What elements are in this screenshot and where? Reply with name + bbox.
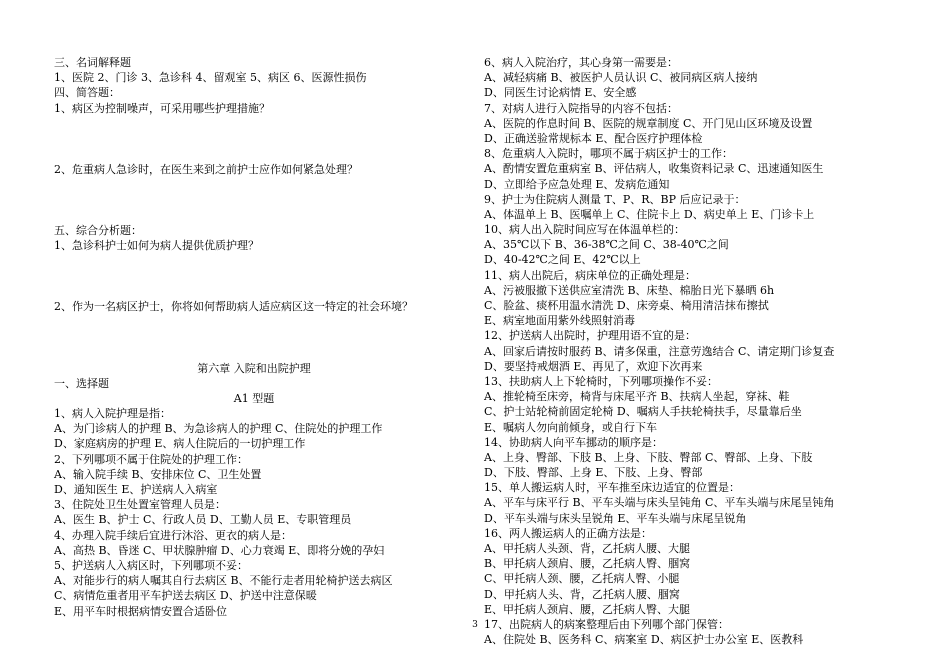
text-line: 一、选择题: [54, 376, 109, 390]
text-line: C、甲托病人颈、腰，乙托病人臀、小腿: [484, 572, 680, 586]
text-line: 2、作为一名病区护士，你将如何帮助病人适应病区这一特定的社会环境？: [54, 300, 413, 314]
text-line: 五、综合分析题：: [54, 223, 142, 237]
text-line: A、酌情安置危重病室 B、评估病人，收集资料记录 C、迅速通知医生: [484, 162, 824, 176]
text-line: D、平车头端与床头呈锐角 E、平车头端与床尾呈锐角: [484, 511, 747, 525]
text-line: 6、病人入院治疗，其心身第一需要是：: [484, 56, 678, 69]
text-line: 10、病人出入院时间应写在体温单栏的：: [484, 223, 685, 237]
text-line: A、医生 B、护士 C、行政人员 D、工勤人员 E、专职管理员: [54, 513, 352, 527]
text-line: A、回家后请按时服药 B、请多保重，注意劳逸结合 C、请定期门诊复查: [484, 344, 835, 358]
left-column: [54, 55, 454, 619]
text-line: A、住院处 B、医务科 C、病案室 D、病区护士办公室 E、医教科: [484, 633, 804, 647]
text-line: A、对能步行的病人嘱其自行去病区 B、不能行走者用轮椅护送去病区: [54, 574, 393, 588]
text-line: E、用平车时根据病情安置合适卧位: [54, 604, 228, 618]
text-line: 四、简答题：: [54, 86, 120, 100]
text-line: 7、对病人进行入院指导的内容不包括：: [484, 101, 678, 115]
text-line: 1、急诊科护士如何为病人提供优质护理？: [54, 239, 259, 253]
text-line: C、病情危重者用平车护送去病区 D、护送中注意保暖: [54, 589, 317, 603]
text-line: A1 型题: [233, 391, 275, 405]
text-line: D、同医生讨论病情 E、安全感: [484, 86, 637, 100]
right-column: [484, 55, 904, 647]
text-line: 1、医院 2、门诊 3、急诊科 4、留观室 5、病区 6、医源性损伤: [54, 71, 367, 85]
text-line: 5、护送病人入病区时，下列哪项不妥：: [54, 558, 248, 572]
text-line: 2、下列哪项不属于住院处的护理工作：: [54, 452, 248, 466]
text-line: A、上身、臀部、下肢 B、上身、下肢、臀部 C、臀部、上身、下肢: [484, 450, 813, 464]
answer-space: [54, 253, 454, 299]
text-line: D、40-42℃之间 E、42℃以上: [484, 253, 641, 267]
text-line: 8、危重病人入院时，哪项不属于病区护士的工作：: [484, 147, 733, 161]
text-line: A、减轻病痛 B、被医护人员认识 C、被同病区病人接纳: [484, 71, 758, 85]
text-line: 三、名词解释题: [54, 56, 131, 69]
text-line: 1、病人入院护理是指：: [54, 407, 171, 421]
text-line: 11、病人出院后，病床单位的正确处理是：: [484, 268, 696, 282]
text-line: 3、住院处卫生处置室管理人员是：: [54, 498, 226, 512]
answer-space: [54, 116, 454, 162]
text-line: D、甲托病人头、背，乙托病人腰、腘窝: [484, 587, 680, 601]
text-line: 第六章 入院和出院护理: [197, 361, 311, 375]
text-line: A、推轮椅至床旁，椅背与床尾平齐 B、扶病人坐起，穿袜、鞋: [484, 390, 790, 404]
text-line: A、污被服撤下送供应室清洗 B、床垫、棉胎日光下暴晒 6h: [484, 283, 775, 297]
text-line: 17、出院病人的病案整理后由下列哪个部门保管：: [484, 617, 729, 631]
answer-space: [54, 315, 454, 361]
text-line: D、立即给予应急处理 E、发病危通知: [484, 177, 670, 191]
text-line: A、为门诊病人的护理 B、为急诊病人的护理 C、住院处的护理工作: [54, 422, 383, 436]
text-line: D、下肢、臀部、上身 E、下肢、上身、臀部: [484, 466, 703, 480]
text-line: D、通知医生 E、护送病人入病室: [54, 483, 218, 496]
text-line: A、35℃以下 B、36-38℃之间 C、38-40℃之间: [484, 238, 729, 252]
text-line: 9、护士为住院病人测量 T、P、R、BP 后应记录于：: [484, 192, 746, 206]
text-line: B、甲托病人颈肩、腰，乙托病人臀、腘窝: [484, 557, 691, 571]
page-number: 3: [472, 620, 478, 630]
text-line: A、体温单上 B、医嘱单上 C、住院卡上 D、病史单上 E、门诊卡上: [484, 207, 815, 221]
text-line: A、输入院手续 B、安排床位 C、卫生处置: [54, 467, 262, 481]
text-line: C、护士站轮椅前固定轮椅 D、嘱病人手扶轮椅扶手，尽量靠后坐: [484, 405, 802, 419]
text-line: 16、两人搬运病人的正确方法是：: [484, 526, 652, 540]
text-line: D、正确送验常规标本 E、配合医疗护理体检: [484, 131, 703, 145]
text-line: E、病室地面用紫外线照射消毒: [484, 314, 636, 328]
text-line: C、脸盆、痰杯用温水清洗 D、床旁桌、椅用清洁抹布擦拭: [484, 299, 769, 312]
text-line: 4、办理入院手续后宜进行沐浴、更衣的病人是：: [54, 528, 292, 542]
text-line: A、甲托病人头颈、背，乙托病人腰、大腿: [484, 542, 690, 555]
text-line: D、要坚持戒烟酒 E、再见了，欢迎下次再来: [484, 359, 703, 373]
text-line: 12、护送病人出院时，护理用语不宜的是：: [484, 329, 696, 343]
answer-space: [54, 177, 454, 223]
text-line: E、嘱病人勿向前倾身，或自行下车: [484, 420, 658, 434]
text-line: A、医院的作息时间 B、医院的规章制度 C、开门见山区环境及设置: [484, 116, 813, 130]
text-line: D、家庭病房的护理 E、病人住院后的一切护理工作: [54, 437, 306, 451]
text-line: 14、协助病人向平车挪动的顺序是：: [484, 435, 663, 449]
text-line: 15、单人搬运病人时，平车推至床边适宜的位置是：: [484, 481, 740, 495]
text-line: 1、病区为控制噪声，可采用哪些护理措施？: [54, 101, 270, 115]
text-line: A、平车与床平行 B、平车头端与床头呈钝角 C、平车头端与床尾呈钝角: [484, 496, 835, 510]
text-line: A、高热 B、昏迷 C、甲状腺肿瘤 D、心力衰竭 E、即将分娩的孕妇: [54, 543, 385, 557]
text-line: 2、危重病人急诊时，在医生来到之前护士应作如何紧急处理？: [54, 162, 358, 176]
text-line: 13、扶助病人上下轮椅时，下列哪项操作不妥：: [484, 374, 718, 388]
text-line: E、甲托病人颈肩、腰，乙托病人臀、大腿: [484, 602, 691, 616]
